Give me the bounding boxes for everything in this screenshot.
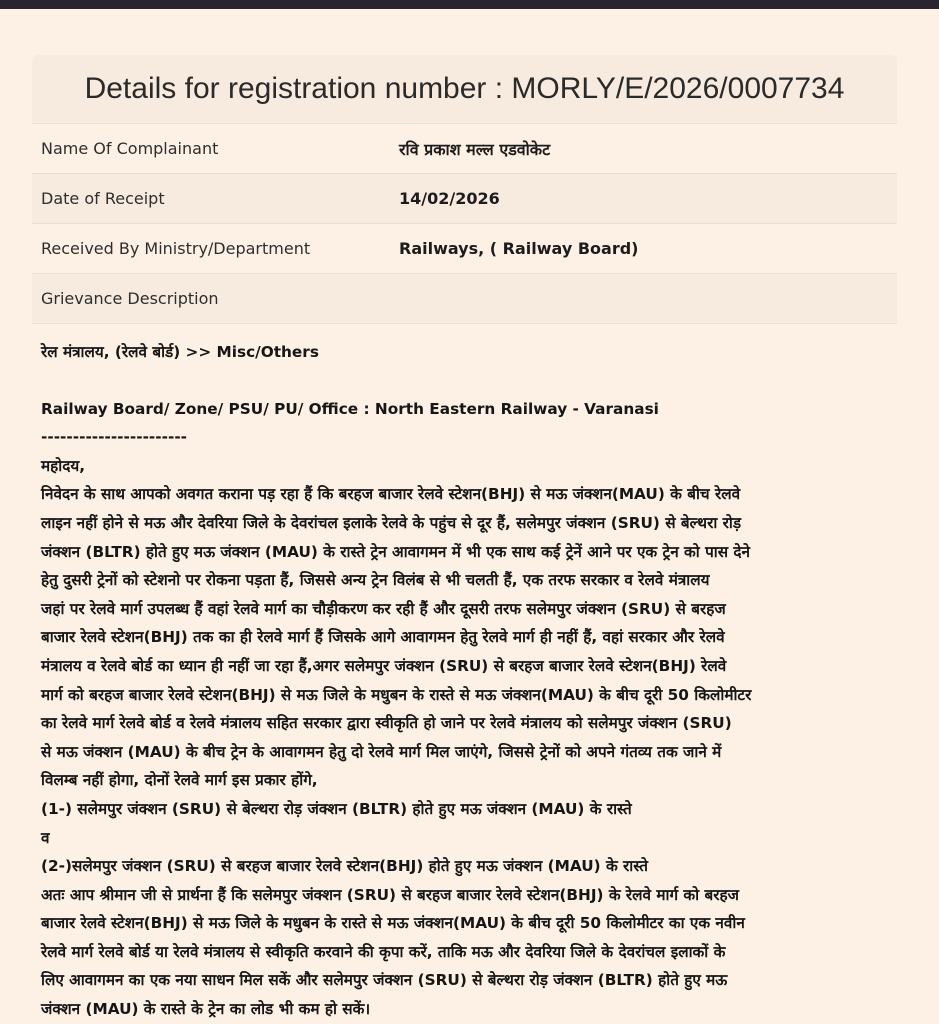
field-label: Date of Receipt xyxy=(41,189,165,208)
description-line: हेतु दुसरी ट्रेनों को स्टेशनो पर रोकना पड़ता हैं, जिससे अन्य ट्रेन विलंब से भी चलती हैं, एक तरफ सरकार व रेलवे मंत्रालय xyxy=(41,571,710,590)
description-line: से मऊ जंक्शन (MAU) के बीच ट्रेन के आवागमन हेतु दो रेलवे मार्ग मिल जाएंगे, जिससे ट्रेनों को अपने गंतव्य तक जाने में xyxy=(41,742,722,761)
field-value: 14/02/2026 xyxy=(399,189,500,208)
grievance-details-card xyxy=(32,55,897,1024)
description-line: बाजार रेलवे स्टेशन(BHJ) तक का ही रेलवे मार्ग हैं जिसके आगे आवागमन हेतु रेलवे मार्ग ही नहीं हैं, वहां सरकार और रेलवे xyxy=(41,628,725,647)
description-line: मार्ग को बरहज बाजार रेलवे स्टेशन(BHJ) से मऊ जिले के मधुबन के रास्ते से मऊ जंक्शन(MAU) के बीच दूरी 50 किलोमीटर xyxy=(41,685,752,704)
description-line: जंक्शन (BLTR) होते हुए मऊ जंक्शन (MAU) के रास्ते ट्रेन आवागमन में भी एक साथ कई ट्रेनें आने पर एक ट्रेन को पास देने xyxy=(41,542,750,561)
grievance-zone: Railway Board/ Zone/ PSU/ PU/ Office : North Eastern Railway - Varanasi xyxy=(41,399,659,418)
description-line: लिए आवागमन का एक नया साधन मिल सकें और सलेमपुर जंक्शन (SRU) से बेल्थरा रोड़ जंक्शन (BLTR) होते हुए मऊ xyxy=(41,971,728,990)
field-value: रवि प्रकाश मल्ल एडवोकेट xyxy=(399,139,551,159)
grievance-category: रेल मंत्रालय, (रेलवे बोर्ड) >> Misc/Others xyxy=(41,343,319,361)
top-bar xyxy=(0,0,939,9)
field-label: Received By Ministry/Department xyxy=(41,239,311,258)
description-line: का रेलवे मार्ग रेलवे बोर्ड व रेलवे मंत्रालय सहित सरकार द्वारा स्वीकृति हो जाने पर रेलवे मंत्रालय को सलेमपुर जंक्शन (SRU) xyxy=(41,714,732,733)
description-line: जहां पर रेलवे मार्ग उपलब्ध हैं वहां रेलवे मार्ग का चौड़ीकरण कर रही हैं और दूसरी तरफ सलेमपुर जंक्शन (SRU) से बरहज xyxy=(41,599,726,618)
description-line: मंत्रालय व रेलवे बोर्ड का ध्यान ही नहीं जा रहा हैं,अगर सलेमपुर जंक्शन (SRU) से बरहज बाजार रेलवे स्टेशन(BHJ) रेलवे xyxy=(41,656,727,675)
text-divider: ----------------------- xyxy=(41,428,188,447)
grievance-description-text xyxy=(32,323,897,1024)
title-header xyxy=(32,55,897,123)
details-row-date-of-receipt xyxy=(32,173,897,223)
field-label: Name Of Complainant xyxy=(41,139,219,158)
field-value: Railways, ( Railway Board) xyxy=(399,239,639,258)
field-label: Grievance Description xyxy=(41,289,219,308)
description-line: अतः आप श्रीमान जी से प्रार्थना हैं कि सलेमपुर जंक्शन (SRU) से बरहज बाजार रेलवे स्टेशन(BHJ) के रेलवे मार्ग को बरहज xyxy=(41,885,739,904)
details-row-grievance-description xyxy=(32,273,897,323)
description-line: जंक्शन (MAU) के रास्ते के ट्रेन का लोड भी कम हो सकें। xyxy=(41,1000,371,1019)
description-line: लाइन नहीं होने से मऊ और देवरिया जिले के देवरांचल इलाके रेलवे के पहुंच से दूर हैं, सलेमपुर जंक्शन (SRU) से बेल्थरा रोड़ xyxy=(41,513,742,532)
description-line: (1-) सलेमपुर जंक्शन (SRU) से बेल्थरा रोड़ जंक्शन (BLTR) होते हुए मऊ जंक्शन (MAU) के रास्ते xyxy=(41,799,632,818)
description-line: (2-)सलेमपुर जंक्शन (SRU) से बरहज बाजार रेलवे स्टेशन(BHJ) होते हुए मऊ जंक्शन (MAU) के रास्ते xyxy=(41,857,648,876)
details-row-complainant xyxy=(32,123,897,173)
page-title: Details for registration number : MORLY/E/2026/0007734 xyxy=(84,72,845,105)
details-row-received-by xyxy=(32,223,897,273)
description-line: रेलवे मार्ग रेलवे बोर्ड या रेलवे मंत्रालय से स्वीकृति करवाने की कृपा करें, ताकि मऊ और देवरिया जिले के देवरांचल इलाकों के xyxy=(41,942,726,961)
description-line: बाजार रेलवे स्टेशन(BHJ) से मऊ जिले के मधुबन के रास्ते से मऊ जंक्शन(MAU) के बीच दूरी 50 किलोमीटर का एक नवीन xyxy=(41,914,745,933)
description-line: निवेदन के साथ आपको अवगत कराना पड़ रहा हैं कि बरहज बाजार रेलवे स्टेशन(BHJ) से मऊ जंक्शन(MAU) के बीच रेलवे xyxy=(41,485,741,504)
description-body xyxy=(41,480,888,1023)
description-line: विलम्ब नहीं होगा, दोनों रेलवे मार्ग इस प्रकार होंगे, xyxy=(41,771,318,790)
description-line: व xyxy=(41,828,50,847)
salutation: महोदय, xyxy=(41,456,86,475)
